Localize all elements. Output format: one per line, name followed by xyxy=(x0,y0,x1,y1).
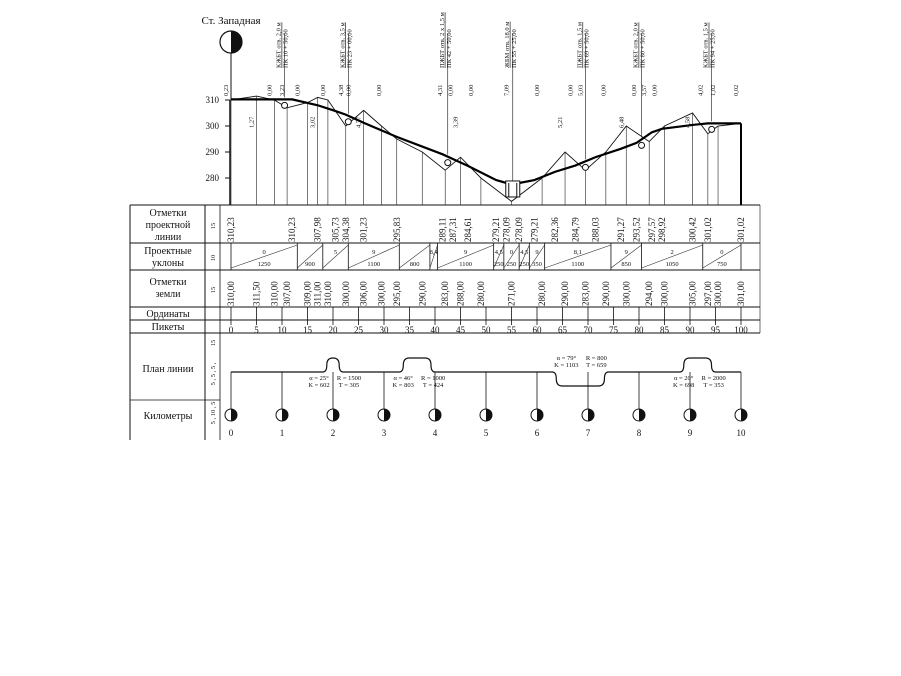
grades-row xyxy=(231,243,741,270)
design-mark: 307,98 xyxy=(312,217,323,242)
scale-km-sub: 5 , 10 , 5 xyxy=(210,401,217,425)
picket-label: 40 xyxy=(430,325,440,335)
grade-value: 2 xyxy=(670,249,674,256)
ground-mark: 280,00 xyxy=(475,281,486,306)
ground-mark: 311,50 xyxy=(251,281,262,306)
curve-angle: α = 46° xyxy=(393,375,413,382)
curve-radius: R = 2000 xyxy=(701,375,726,382)
grade-length: 250 xyxy=(519,261,530,268)
design-mark: 282,36 xyxy=(549,217,560,242)
structure-label: ПК 42 + 50,00 xyxy=(445,29,453,68)
grade-value: 5 xyxy=(333,249,338,256)
structure-label: ПЖБТ отв. 2 х 1,5 м xyxy=(438,12,446,68)
picket-label: 80 xyxy=(634,325,644,335)
grade-length: 250 xyxy=(506,261,517,268)
ground-mark: 294,00 xyxy=(644,281,655,306)
row-label-design-marks-2: проектной xyxy=(145,220,191,231)
design-mark: 301,23 xyxy=(358,217,369,242)
picket-label: 60 xyxy=(532,325,542,335)
ground-mark: 300,00 xyxy=(621,281,632,306)
scale-grades: 10 xyxy=(210,254,217,262)
km-label: 1 xyxy=(279,428,285,438)
ground-marks-row xyxy=(226,281,746,306)
ground-mark: 305,00 xyxy=(687,281,698,306)
ground-mark: 310,00 xyxy=(322,281,333,306)
elevation-axis xyxy=(206,95,231,183)
km-label: 4 xyxy=(432,428,438,438)
grade-length: 1100 xyxy=(459,261,472,268)
curve-tangent: T = 424 xyxy=(422,382,444,389)
ground-mark: 300,00 xyxy=(376,281,387,306)
grade-length: 900 xyxy=(305,261,315,268)
picket-label: 20 xyxy=(328,325,338,335)
grade-length: 250 xyxy=(493,261,504,268)
work-mark: 0,02 xyxy=(733,84,740,96)
picket-label: 100 xyxy=(734,325,748,335)
picket-label: 35 xyxy=(405,325,414,335)
structure-label: ПК 23 + 00,00 xyxy=(346,29,354,68)
work-mark: 4,31 xyxy=(437,84,445,96)
design-mark: 279,21 xyxy=(491,217,502,242)
structures xyxy=(276,12,717,197)
grade-value: 9 xyxy=(624,249,628,256)
structure-label: КЖБТ отв. 2,0 м xyxy=(275,22,283,68)
grade-value: 9 xyxy=(535,249,539,256)
structure-label: КЖБТ отв. 2,0 м xyxy=(632,22,640,68)
row-label-plan: План линии xyxy=(142,364,194,375)
km-label: 10 xyxy=(736,428,746,438)
row-labels xyxy=(143,208,195,422)
ground-mark: 290,00 xyxy=(560,281,571,306)
work-mark: 0,00 xyxy=(534,84,542,96)
work-mark: 4,38 xyxy=(337,84,345,96)
picket-label: 50 xyxy=(481,325,491,335)
ground-mark: 300,00 xyxy=(340,281,351,306)
ground-mark: 271,00 xyxy=(506,281,517,306)
curve-length: K = 803 xyxy=(392,382,414,389)
picket-label: 30 xyxy=(379,325,389,335)
pickets-row xyxy=(229,307,749,335)
grade-value: 4,5 xyxy=(520,249,529,256)
work-mark: 0,00 xyxy=(376,84,383,96)
grade-length: 1100 xyxy=(571,261,585,268)
km-post-fill xyxy=(639,409,645,421)
work-mark: 4,02 xyxy=(697,84,705,96)
design-mark: 310,23 xyxy=(226,217,236,242)
ground-mark: 290,00 xyxy=(417,281,428,306)
work-mark: 7,09 xyxy=(503,84,511,96)
work-mark: 6,48 xyxy=(618,116,626,128)
row-label-pickets: Пикеты xyxy=(151,322,185,333)
picket-label: 65 xyxy=(558,325,567,335)
row-label-ground-2: земли xyxy=(155,289,181,300)
structure-label: ПК 10 + 50,00 xyxy=(282,29,290,68)
km-post-fill xyxy=(282,409,288,421)
picket-label: 0 xyxy=(228,325,234,335)
work-mark: 1,02 xyxy=(710,84,718,96)
design-mark: 305,73 xyxy=(330,217,341,242)
ground-mark: 306,00 xyxy=(358,281,369,306)
ground-mark: 311,00 xyxy=(312,281,323,306)
grade-length: 1250 xyxy=(257,261,271,268)
plan-row xyxy=(231,355,741,400)
km-post-fill xyxy=(690,409,696,421)
design-mark: 310,23 xyxy=(287,217,298,242)
ground-mark: 297,00 xyxy=(702,281,713,306)
design-mark: 301,02 xyxy=(702,217,713,242)
work-mark: 0,00 xyxy=(600,84,608,96)
grade-value: 0 xyxy=(720,249,724,256)
km-post-fill xyxy=(588,409,594,421)
grade-length: 1050 xyxy=(665,261,679,268)
km-post-fill xyxy=(741,409,747,421)
ground-mark: 307,00 xyxy=(282,281,293,306)
row-label-design-marks-3: линии xyxy=(154,232,182,243)
grade-value: 4,5 xyxy=(494,249,503,256)
design-mark: 298,92 xyxy=(656,217,667,242)
work-mark: 0,00 xyxy=(467,84,475,96)
culvert-symbol xyxy=(709,126,715,132)
picket-label: 85 xyxy=(660,325,669,335)
km-label: 9 xyxy=(687,428,693,438)
structure-label: ПК 55 + 25,00 xyxy=(510,29,518,68)
picket-label: 10 xyxy=(277,325,287,335)
work-mark: 0,00 xyxy=(651,84,659,96)
scale-design-marks: 15 xyxy=(210,222,217,230)
km-label: 2 xyxy=(330,428,336,438)
work-mark: 3,57 xyxy=(641,84,649,96)
structure-label: ПК 69 + 50,00 xyxy=(583,29,591,68)
ground-mark: 309,00 xyxy=(302,281,313,306)
structure-label: ЖБМ отв. 18,0 м xyxy=(503,21,511,68)
work-mark: 0,23 xyxy=(223,84,230,96)
grade-length: 800 xyxy=(409,261,420,268)
work-mark: 3,23 xyxy=(279,84,287,96)
km-label: 6 xyxy=(534,428,540,438)
curve-length: K = 698 xyxy=(672,382,695,389)
structure-label: ПК 94 + 25,00 xyxy=(709,29,717,68)
structure-label: ПЖБТ отв. 1,5 м xyxy=(576,22,584,68)
design-marks-row xyxy=(226,217,746,242)
row-label-ground-1: Отметки xyxy=(149,277,187,288)
picket-label: 75 xyxy=(609,325,618,335)
grade-length: 1100 xyxy=(367,261,381,268)
design-mark: 284,79 xyxy=(570,217,581,242)
structure-label: КЖБТ отв. 3,5 м xyxy=(339,22,347,68)
km-post-fill xyxy=(486,409,492,421)
picket-label: 45 xyxy=(456,325,465,335)
picket-label: 70 xyxy=(583,325,593,335)
design-mark: 293,52 xyxy=(631,217,642,242)
picket-label: 5 xyxy=(254,325,259,335)
km-post-fill xyxy=(435,409,441,421)
design-mark: 284,61 xyxy=(463,217,474,242)
row-label-ordinates: Ординаты xyxy=(146,309,190,320)
work-mark: 0,00 xyxy=(319,84,327,96)
ground-mark: 310,00 xyxy=(269,281,280,306)
picket-label: 95 xyxy=(711,325,720,335)
grade-value: 8,1 xyxy=(573,249,582,256)
structure-label: ПК 80 + 50,00 xyxy=(639,29,647,68)
design-mark: 288,03 xyxy=(590,217,601,242)
ground-mark: 280,00 xyxy=(537,281,548,306)
row-label-grades-1: Проектные xyxy=(144,246,192,257)
design-mark: 278,09 xyxy=(514,217,525,242)
row-scales xyxy=(210,223,217,425)
grade-value: 0 xyxy=(509,249,514,256)
design-mark: 291,27 xyxy=(616,217,627,242)
work-mark: 0,00 xyxy=(447,84,455,96)
work-mark: 3,39 xyxy=(452,116,460,128)
row-label-km: Километры xyxy=(143,411,193,422)
ground-mark: 288,00 xyxy=(455,281,466,306)
design-mark: 287,31 xyxy=(447,217,458,242)
axis-label: 300 xyxy=(205,121,219,131)
axis-label: 280 xyxy=(205,173,219,183)
work-marks xyxy=(223,84,740,128)
work-mark: 3,02 xyxy=(309,116,317,128)
design-mark: 278,09 xyxy=(501,217,512,242)
ground-mark: 283,00 xyxy=(580,281,591,306)
axis-label: 290 xyxy=(205,147,219,157)
design-mark: 295,83 xyxy=(391,217,402,242)
bridge-symbol xyxy=(506,181,520,197)
curve-length: K = 602 xyxy=(308,382,330,389)
picket-verticals xyxy=(231,96,741,205)
work-mark: 0,00 xyxy=(266,84,274,96)
picket-label: 55 xyxy=(507,325,516,335)
km-label: 5 xyxy=(483,428,489,438)
work-mark: 0,00 xyxy=(631,84,638,96)
design-mark: 289,11 xyxy=(437,217,448,242)
curve-tangent: T = 659 xyxy=(586,362,607,369)
work-mark: 5,21 xyxy=(557,116,565,128)
picket-label: 15 xyxy=(303,325,312,335)
grade-length: 750 xyxy=(717,261,727,268)
km-label: 3 xyxy=(381,428,387,438)
grade-length: 850 xyxy=(621,261,632,268)
culvert-symbol xyxy=(345,119,351,125)
scale-plan-sub: 5 , 5 , 5 , xyxy=(210,362,217,386)
ground-mark: 290,00 xyxy=(600,281,611,306)
picket-label: 25 xyxy=(354,325,363,335)
km-label: 7 xyxy=(585,428,591,438)
axis-label: 310 xyxy=(205,95,219,105)
culvert-symbol xyxy=(282,102,288,108)
culvert-symbol xyxy=(445,160,451,166)
curve-angle: α = 25° xyxy=(309,375,329,382)
curve-radius: R = 1500 xyxy=(336,375,362,382)
grade-value: 9 xyxy=(463,249,468,256)
km-label: 0 xyxy=(228,428,234,438)
grade-value: 0 xyxy=(262,249,266,256)
picket-label: 90 xyxy=(685,325,695,335)
scale-ground: 15 xyxy=(210,286,217,294)
ground-mark: 295,00 xyxy=(391,281,402,306)
curve-radius: R = 1000 xyxy=(421,375,446,382)
grade-value: 9 xyxy=(372,249,376,256)
curve-radius: R = 800 xyxy=(585,355,607,362)
km-post-fill xyxy=(333,409,339,421)
structure-label: КЖБТ отв. 1,5 м xyxy=(702,22,710,68)
ground-mark: 283,00 xyxy=(440,281,451,306)
ground-mark: 301,00 xyxy=(736,281,746,306)
work-mark: 0,00 xyxy=(294,84,302,96)
station-name: Ст. Западная xyxy=(201,15,261,27)
ground-mark: 300,00 xyxy=(713,281,724,306)
km-label: 8 xyxy=(636,428,642,438)
work-mark: 0,00 xyxy=(567,84,575,96)
design-mark: 304,38 xyxy=(340,217,351,242)
curve-tangent: T = 353 xyxy=(703,382,724,389)
grade-length: 350 xyxy=(532,261,542,268)
work-mark: 4,77 xyxy=(355,116,363,128)
km-post-fill xyxy=(537,409,543,421)
scale-plan: 15 xyxy=(210,339,217,347)
design-mark: 279,21 xyxy=(529,217,540,242)
work-mark: 0,00 xyxy=(345,84,353,96)
ground-mark: 300,00 xyxy=(659,281,670,306)
culvert-symbol xyxy=(639,142,645,148)
grade-value: 8,4 xyxy=(429,249,438,256)
work-mark: 4,58 xyxy=(684,116,692,128)
curve-angle: α = 79° xyxy=(556,355,577,362)
curve-angle: α = 20° xyxy=(673,375,694,382)
ground-mark: 310,00 xyxy=(226,281,236,306)
culvert-symbol xyxy=(582,164,588,170)
design-mark: 297,57 xyxy=(646,217,657,242)
curve-length: K = 1103 xyxy=(554,362,579,369)
work-mark: 1,27 xyxy=(248,116,256,128)
km-post-fill xyxy=(384,409,390,421)
design-mark: 300,42 xyxy=(687,217,698,242)
km-post-fill xyxy=(231,409,237,421)
design-mark: 301,02 xyxy=(736,217,746,242)
work-mark: 5,03 xyxy=(577,84,585,96)
row-label-design-marks-1: Отметки xyxy=(149,208,187,219)
row-label-grades-2: уклоны xyxy=(152,258,184,269)
curve-tangent: T = 305 xyxy=(338,382,360,389)
km-row xyxy=(225,400,747,438)
